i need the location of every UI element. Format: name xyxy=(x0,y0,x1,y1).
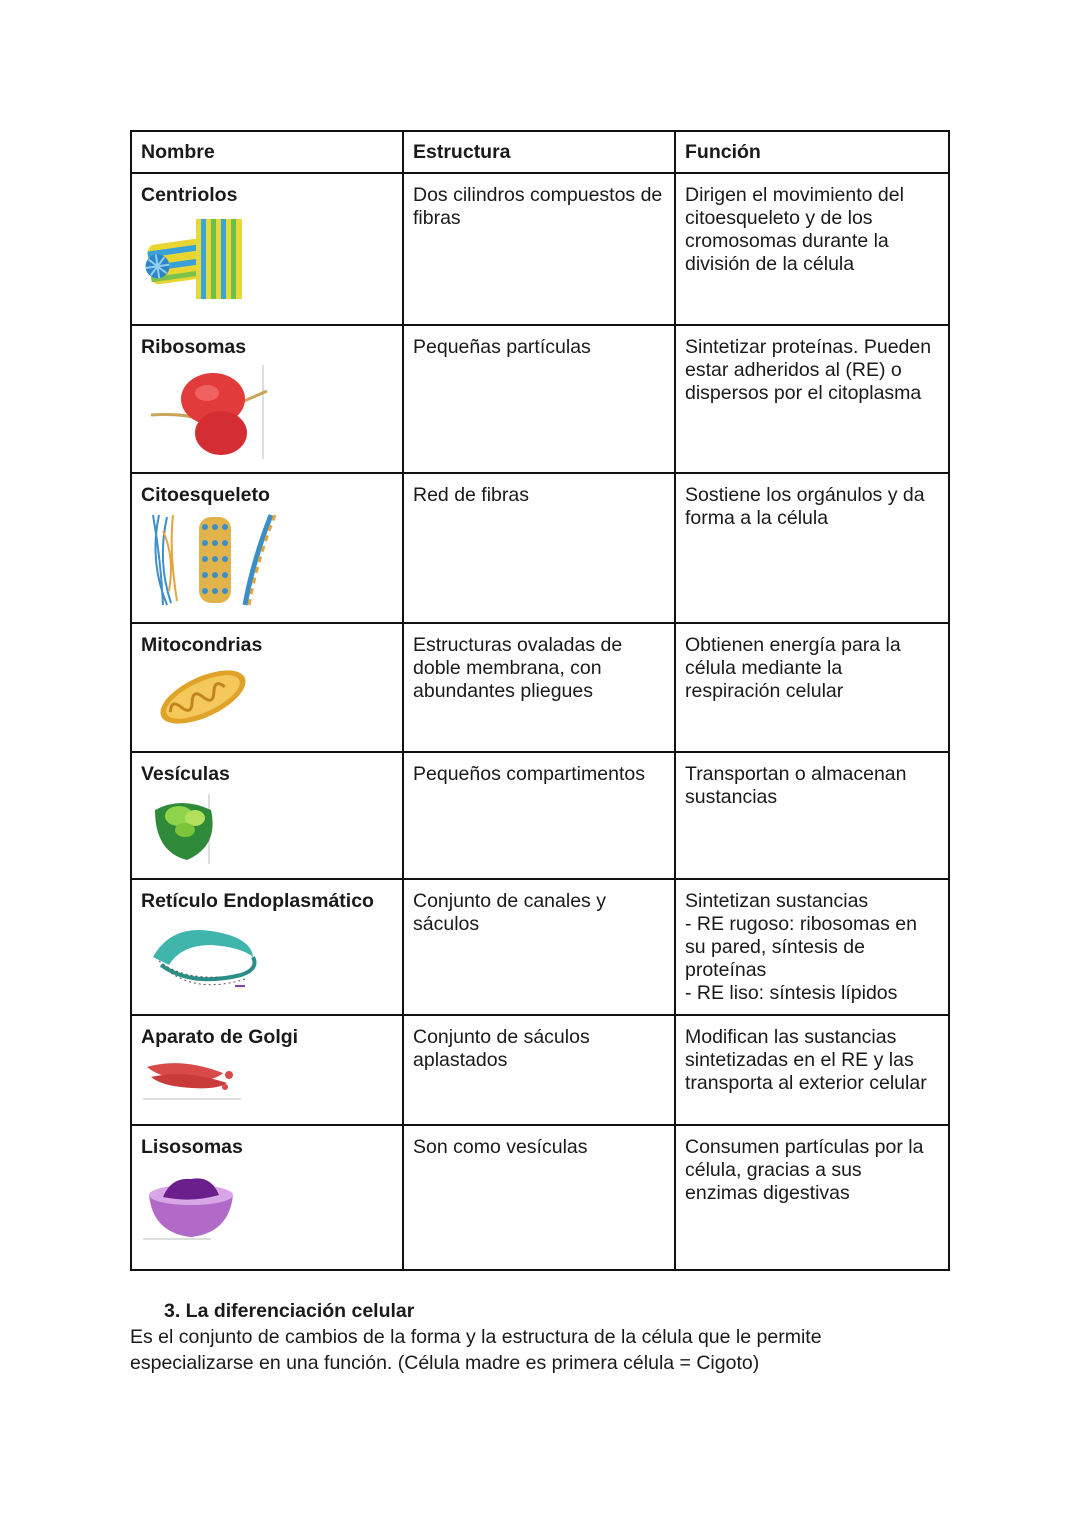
structure-cell: Conjunto de sáculos aplastados xyxy=(403,1015,675,1125)
header-funcion: Función xyxy=(675,131,949,173)
function-cell: Obtienen energía para la célula mediante la respiración celular xyxy=(675,623,949,752)
organelle-name: Ribosomas xyxy=(141,336,247,358)
lysosome-illustration xyxy=(141,1163,241,1243)
centriole-illustration xyxy=(141,211,251,303)
structure-cell: Dos cilindros compuestos de fibras xyxy=(403,173,675,325)
organelle-name: Centriolos xyxy=(141,184,238,206)
section-heading: 3. La diferenciación celular xyxy=(164,1300,415,1322)
structure-cell: Red de fibras xyxy=(403,473,675,623)
name-cell xyxy=(131,325,403,473)
organelle-name: Aparato de Golgi xyxy=(141,1026,299,1048)
organelle-name: Mitocondrias xyxy=(141,634,263,656)
function-cell: Sintetizan sustancias - RE rugoso: ribosomas en su pared, síntesis de proteínas - RE liso: síntesis lípidos xyxy=(675,879,949,1015)
table-header-row xyxy=(131,131,949,173)
function-cell: Transportan o almacenan sustancias xyxy=(675,752,949,879)
table-row xyxy=(131,879,949,1015)
name-cell xyxy=(131,623,403,752)
section-body: Es el conjunto de cambios de la forma y la estructura de la célula que le permite especializarse en una función. (Célula madre es primera célula = Cigoto) xyxy=(130,1326,822,1374)
structure-cell: Estructuras ovaladas de doble membrana, con abundantes pliegues xyxy=(403,623,675,752)
structure-cell: Pequeñas partículas xyxy=(403,325,675,473)
golgi-illustration xyxy=(141,1053,251,1103)
structure-cell: Conjunto de canales y sáculos xyxy=(403,879,675,1015)
endoplasmic-reticulum-illustration xyxy=(141,917,271,999)
ribosome-illustration xyxy=(141,363,271,461)
table-row xyxy=(131,325,949,473)
function-cell: Consumen partículas por la célula, gracias a sus enzimas digestivas xyxy=(675,1125,949,1270)
name-cell xyxy=(131,473,403,623)
structure-cell: Son como vesículas xyxy=(403,1125,675,1270)
name-cell xyxy=(131,1015,403,1125)
table-row xyxy=(131,1125,949,1270)
function-cell: Sostiene los orgánulos y da forma a la célula xyxy=(675,473,949,623)
table-row xyxy=(131,752,949,879)
table-row xyxy=(131,173,949,325)
structure-cell: Pequeños compartimentos xyxy=(403,752,675,879)
function-cell: Dirigen el movimiento del citoesqueleto y de los cromosomas durante la división de la célula xyxy=(675,173,949,325)
vesicle-illustration xyxy=(141,790,241,866)
name-cell xyxy=(131,1125,403,1270)
header-estructura: Estructura xyxy=(403,131,675,173)
mitochondria-illustration xyxy=(141,661,261,731)
organelle-name: Lisosomas xyxy=(141,1136,243,1158)
name-cell xyxy=(131,752,403,879)
cytoskeleton-illustration xyxy=(141,511,281,609)
name-cell xyxy=(131,879,403,1015)
organelle-name: Vesículas xyxy=(141,763,230,785)
organelle-name: Citoesqueleto xyxy=(141,484,270,506)
function-cell: Modifican las sustancias sintetizadas en el RE y las transporta al exterior celular xyxy=(675,1015,949,1125)
function-cell: Sintetizar proteínas. Pueden estar adheridos al (RE) o dispersos por el citoplasma xyxy=(675,325,949,473)
name-cell xyxy=(131,173,403,325)
header-nombre: Nombre xyxy=(131,131,403,173)
table-row xyxy=(131,473,949,623)
organelle-table xyxy=(130,130,950,1271)
table-row xyxy=(131,623,949,752)
section-differentiation xyxy=(130,1298,950,1376)
organelle-name: Retículo Endoplasmático xyxy=(141,890,374,912)
table-row xyxy=(131,1015,949,1125)
